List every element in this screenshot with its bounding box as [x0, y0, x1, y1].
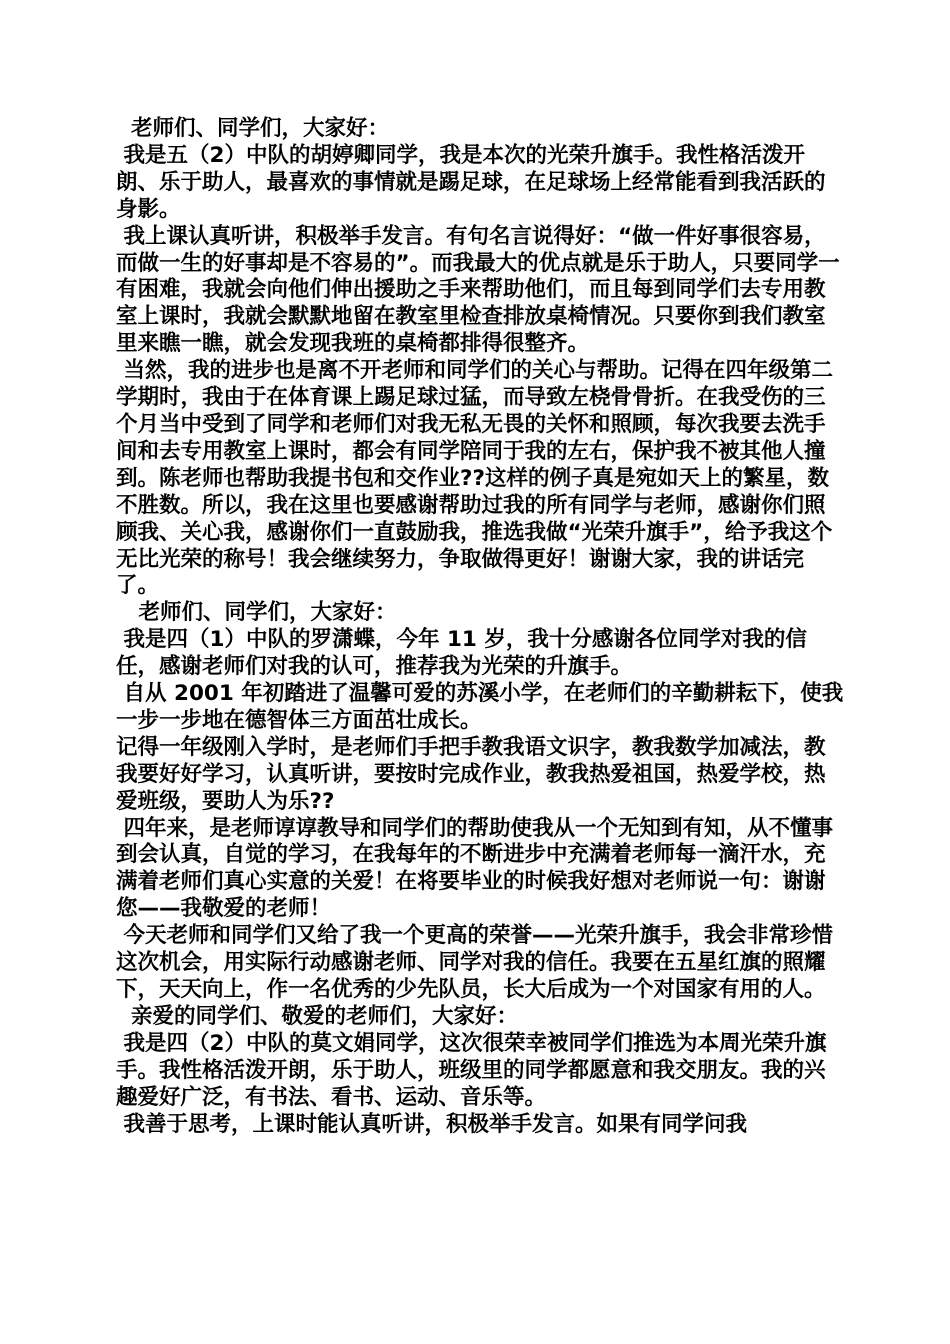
- body-paragraph: 当然，我的进步也是离不开老师和同学们的关心与帮助。记得在四年级第二学期时，我由于在体育课上踢足球过猛，而导致左桡骨骨折。在我受伤的三个月当中受到了同学和老师们对我无私无畏的关怀和照顾，每次我要去洗手间和去专用教室上课时，都会有同学陪同于我的左右，保护我不被其他人撞到。陈老师也帮助我提书包和交作业??这样的例子真是宛如天上的繁星，数不胜数。所以，我在这里也要感谢帮助过我的所有同学与老师，感谢你们照顾我、关心我，感谢你们一直鼓励我，推选我做“光荣升旗手”，给予我这个无比光荣的称号！我会继续努力，争取做得更好！谢谢大家，我的讲话完了。: [116, 358, 834, 599]
- greeting-paragraph: 老师们、同学们，大家好：: [116, 600, 397, 626]
- document-page: [116, 116, 846, 1138]
- body-paragraph: 我是五（2）中队的胡婷卿同学，我是本次的光荣升旗手。我性格活泼开朗、乐于助人，最喜欢的事情就是踢足球，在足球场上经常能看到我活跃的身影。: [116, 142, 826, 222]
- body-paragraph: 我是四（1）中队的罗潇蝶，今年 11 岁，我十分感谢各位同学对我的信任，感谢老师们对我的认可，推荐我为光荣的升旗手。: [116, 627, 807, 680]
- greeting-paragraph: 亲爱的同学们、敬爱的老师们，大家好：: [116, 1003, 518, 1029]
- body-paragraph: 自从 2001 年初踏进了温馨可爱的苏溪小学，在老师们的辛勤耕耘下，使我一步一步地在德智体三方面茁壮成长。: [116, 681, 844, 733]
- body-paragraph: 我善于思考，上课时能认真听讲，积极举手发言。如果有同学问我: [116, 1111, 748, 1137]
- body-paragraph: 今天老师和同学们又给了我一个更高的荣誉——光荣升旗手，我会非常珍惜这次机会，用实际行动感谢老师、同学对我的信任。我要在五星红旗的照耀下，天天向上，作一名优秀的少先队员，长大后成为一个对国家有用的人。: [116, 923, 834, 1002]
- body-paragraph: 四年来，是老师谆谆教导和同学们的帮助使我从一个无知到有知，从不懂事到会认真，自觉的学习，在我每年的不断进步中充满着老师每一滴汗水，充满着老师们真心实意的关爱！在将要毕业的时候我好想对老师说一句：谢谢您——我敬爱的老师！: [116, 815, 834, 922]
- body-paragraph: 我是四（2）中队的莫文娟同学，这次很荣幸被同学们推选为本周光荣升旗手。我性格活泼开朗，乐于助人，班级里的同学都愿意和我交朋友。我的兴趣爱好广泛，有书法、看书、运动、音乐等。: [116, 1030, 827, 1110]
- body-paragraph: 记得一年级刚入学时，是老师们手把手教我语文识字，教我数学加减法，教我要好好学习，认真听讲，要按时完成作业，教我热爱祖国，热爱学校，热爱班级，要助人为乐??: [116, 734, 826, 814]
- body-paragraph: 我上课认真听讲，积极举手发言。有句名言说得好：“做一件好事很容易，而做一生的好事却是不容易的”。而我最大的优点就是乐于助人，只要同学一有困难，我就会向他们伸出援助之手来帮助他们，而且每到同学们去专用教室上课时，我就会默默地留在教室里检查排放桌椅情况。只要你到我们教室里来瞧一瞧，就会发现我班的桌椅都排得很整齐。: [116, 223, 840, 357]
- greeting-paragraph: 老师们、同学们，大家好：: [116, 116, 389, 141]
